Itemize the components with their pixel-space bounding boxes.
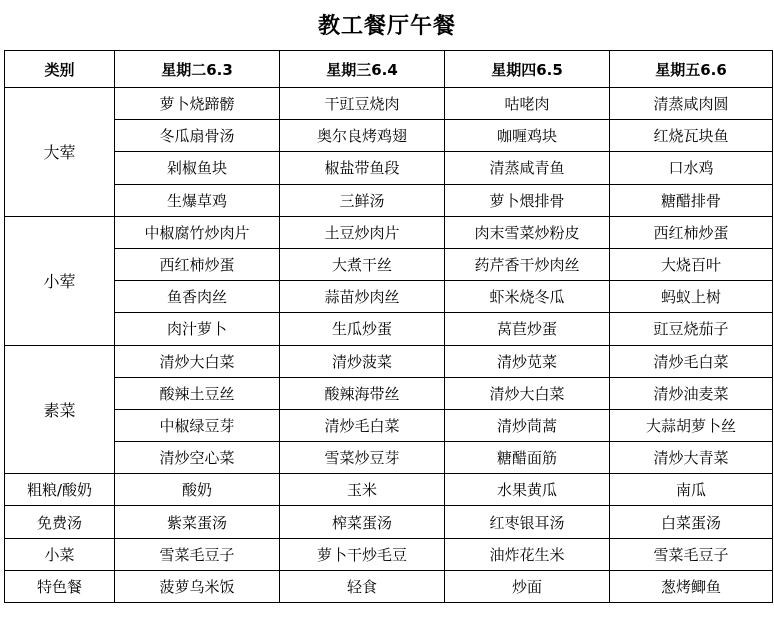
dish-cell: 萝卜烧蹄髈 — [115, 88, 280, 120]
dish-cell: 中椒绿豆芽 — [115, 409, 280, 441]
dish-cell: 生爆草鸡 — [115, 184, 280, 216]
dish-cell: 三鲜汤 — [280, 184, 445, 216]
title-bar — [0, 0, 774, 48]
dish-cell: 玉米 — [280, 474, 445, 506]
dish-cell: 红枣银耳汤 — [445, 506, 610, 538]
dish-cell: 奥尔良烤鸡翅 — [280, 120, 445, 152]
table-row — [5, 313, 773, 345]
dish-cell: 萝卜煨排骨 — [445, 184, 610, 216]
dish-cell: 萝卜干炒毛豆 — [280, 538, 445, 570]
dish-cell: 清炒大白菜 — [115, 345, 280, 377]
dish-cell: 炒面 — [445, 570, 610, 602]
dish-cell: 清炒茼蒿 — [445, 409, 610, 441]
dish-cell: 清炒空心菜 — [115, 442, 280, 474]
dish-cell: 油炸花生米 — [445, 538, 610, 570]
dish-cell: 水果黄瓜 — [445, 474, 610, 506]
dish-cell: 轻食 — [280, 570, 445, 602]
dish-cell: 生瓜炒蛋 — [280, 313, 445, 345]
dish-cell: 菠萝乌米饭 — [115, 570, 280, 602]
dish-cell: 肉末雪菜炒粉皮 — [445, 216, 610, 248]
dish-cell: 干豇豆烧肉 — [280, 88, 445, 120]
header-cell-thursday: 星期四6.5 — [445, 51, 610, 88]
category-cell: 粗粮/酸奶 — [5, 474, 115, 506]
table-row — [5, 88, 773, 120]
dish-cell: 酸辣海带丝 — [280, 377, 445, 409]
dish-cell: 椒盐带鱼段 — [280, 152, 445, 184]
dish-cell: 酸奶 — [115, 474, 280, 506]
table-row — [5, 538, 773, 570]
dish-cell: 酸辣土豆丝 — [115, 377, 280, 409]
header-cell-friday: 星期五6.6 — [610, 51, 773, 88]
table-row — [5, 506, 773, 538]
dish-cell: 蚂蚁上树 — [610, 281, 773, 313]
dish-cell: 清蒸咸肉圆 — [610, 88, 773, 120]
table-row — [5, 216, 773, 248]
dish-cell: 清炒大青菜 — [610, 442, 773, 474]
dish-cell: 糖醋面筋 — [445, 442, 610, 474]
dish-cell: 豇豆烧茄子 — [610, 313, 773, 345]
menu-table — [4, 50, 773, 603]
dish-cell: 南瓜 — [610, 474, 773, 506]
dish-cell: 咖喱鸡块 — [445, 120, 610, 152]
dish-cell: 西红柿炒蛋 — [610, 216, 773, 248]
table-row — [5, 281, 773, 313]
dish-cell: 榨菜蛋汤 — [280, 506, 445, 538]
menu-body — [5, 88, 773, 603]
dish-cell: 大煮干丝 — [280, 248, 445, 280]
dish-cell: 雪菜毛豆子 — [610, 538, 773, 570]
dish-cell: 肉汁萝卜 — [115, 313, 280, 345]
dish-cell: 大烧百叶 — [610, 248, 773, 280]
table-row — [5, 377, 773, 409]
dish-cell: 紫菜蛋汤 — [115, 506, 280, 538]
table-row — [5, 442, 773, 474]
dish-cell: 土豆炒肉片 — [280, 216, 445, 248]
category-cell: 小菜 — [5, 538, 115, 570]
header-cell-category: 类别 — [5, 51, 115, 88]
table-row — [5, 248, 773, 280]
dish-cell: 清炒油麦菜 — [610, 377, 773, 409]
dish-cell: 咕咾肉 — [445, 88, 610, 120]
dish-cell: 清炒毛白菜 — [610, 345, 773, 377]
dish-cell: 鱼香肉丝 — [115, 281, 280, 313]
dish-cell: 莴苣炒蛋 — [445, 313, 610, 345]
header-cell-wednesday: 星期三6.4 — [280, 51, 445, 88]
dish-cell: 清炒大白菜 — [445, 377, 610, 409]
category-cell: 特色餐 — [5, 570, 115, 602]
dish-cell: 雪菜炒豆芽 — [280, 442, 445, 474]
dish-cell: 白菜蛋汤 — [610, 506, 773, 538]
dish-cell: 药芹香干炒肉丝 — [445, 248, 610, 280]
header-row — [5, 51, 773, 88]
dish-cell: 西红柿炒蛋 — [115, 248, 280, 280]
dish-cell: 清炒菠菜 — [280, 345, 445, 377]
dish-cell: 红烧瓦块鱼 — [610, 120, 773, 152]
dish-cell: 清炒毛白菜 — [280, 409, 445, 441]
category-cell: 大荤 — [5, 88, 115, 217]
category-cell: 素菜 — [5, 345, 115, 474]
dish-cell: 冬瓜扇骨汤 — [115, 120, 280, 152]
table-row — [5, 409, 773, 441]
page-title: 教工餐厅午餐 — [317, 13, 456, 39]
dish-cell: 糖醋排骨 — [610, 184, 773, 216]
dish-cell: 虾米烧冬瓜 — [445, 281, 610, 313]
table-row — [5, 474, 773, 506]
header-cell-tuesday: 星期二6.3 — [115, 51, 280, 88]
table-row — [5, 152, 773, 184]
category-cell: 小荤 — [5, 216, 115, 345]
table-row — [5, 345, 773, 377]
dish-cell: 剁椒鱼块 — [115, 152, 280, 184]
table-row — [5, 120, 773, 152]
dish-cell: 葱烤鲫鱼 — [610, 570, 773, 602]
dish-cell: 中椒腐竹炒肉片 — [115, 216, 280, 248]
table-row — [5, 570, 773, 602]
dish-cell: 大蒜胡萝卜丝 — [610, 409, 773, 441]
dish-cell: 清炒苋菜 — [445, 345, 610, 377]
dish-cell: 蒜苗炒肉丝 — [280, 281, 445, 313]
dish-cell: 清蒸咸青鱼 — [445, 152, 610, 184]
table-row — [5, 184, 773, 216]
dish-cell: 雪菜毛豆子 — [115, 538, 280, 570]
category-cell: 免费汤 — [5, 506, 115, 538]
dish-cell: 口水鸡 — [610, 152, 773, 184]
